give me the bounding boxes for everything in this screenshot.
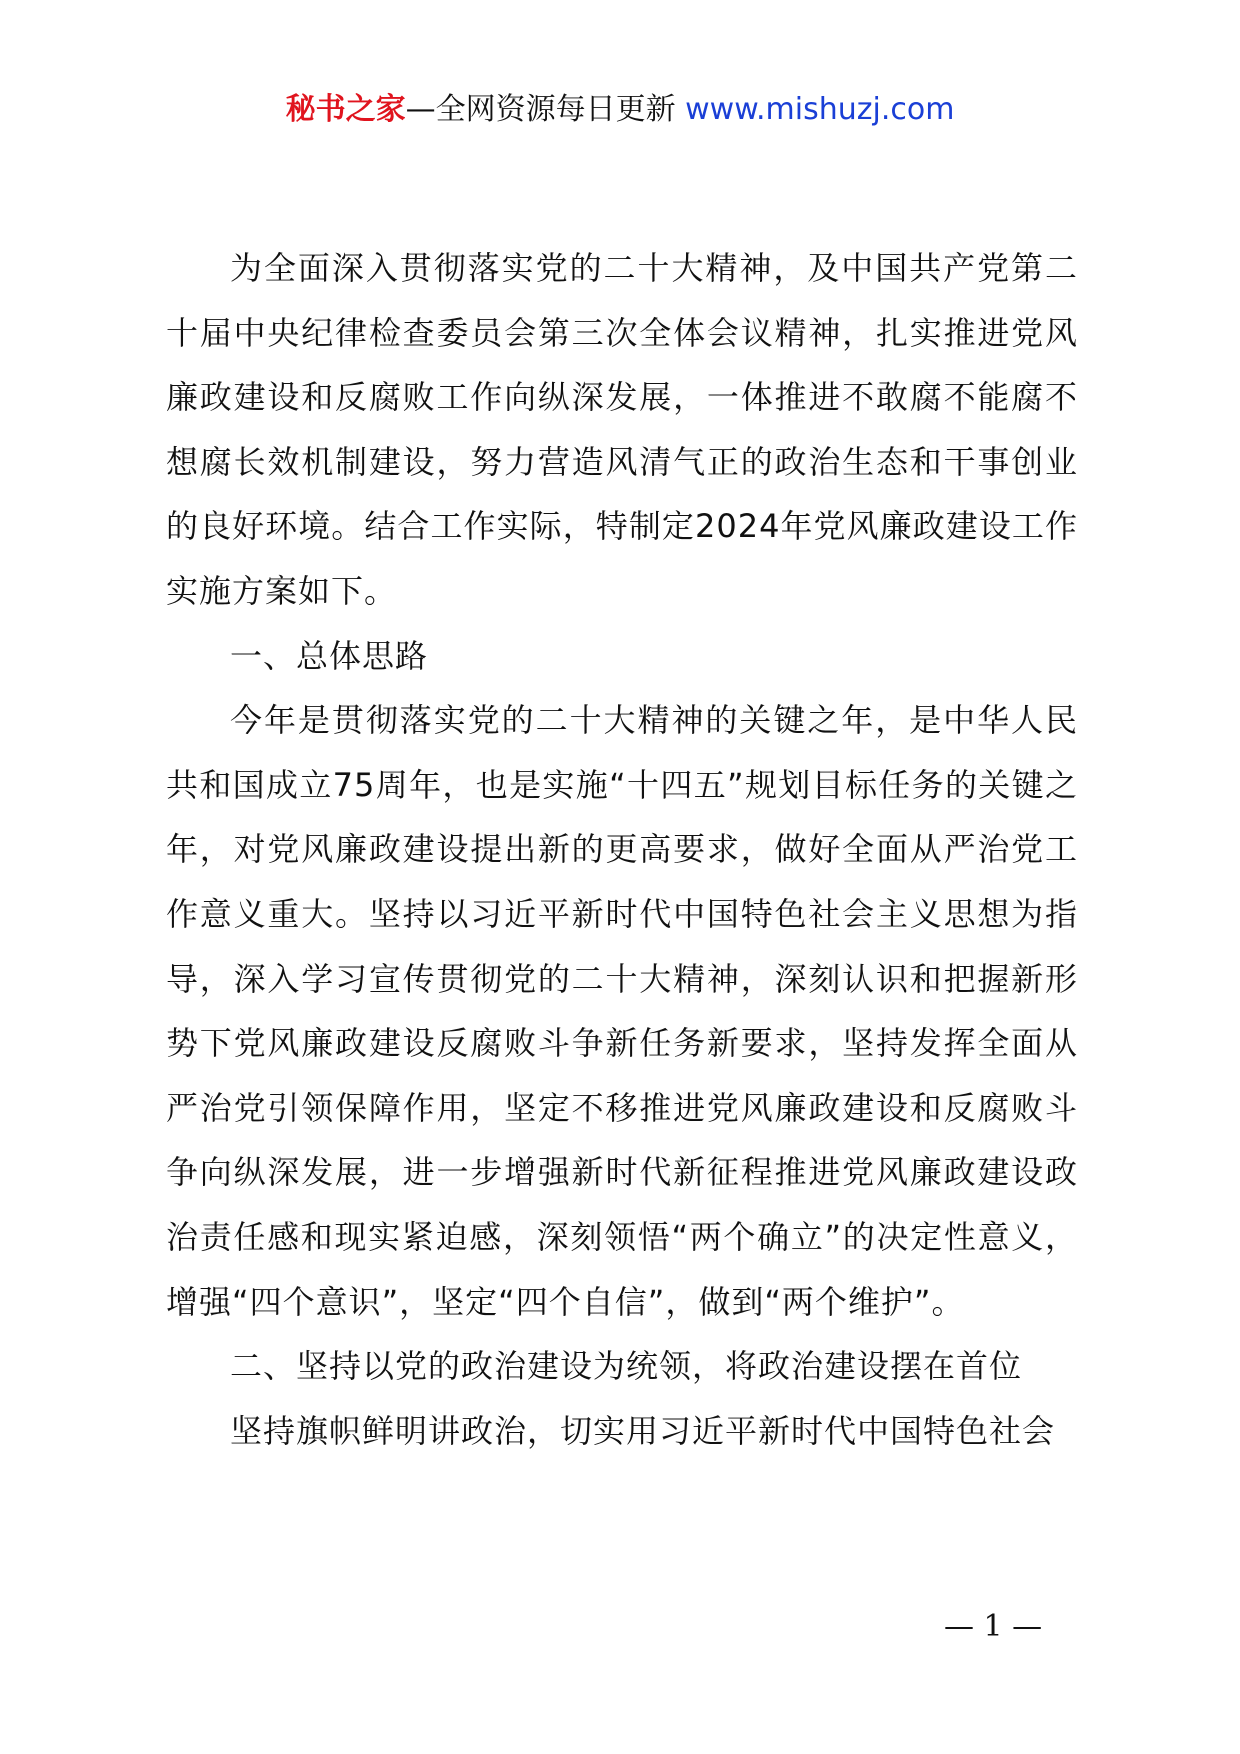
- overall-approach-paragraph: 今年是贯彻落实党的二十大精神的关键之年，是中华人民共和国成立75周年，也是实施“十四五”规划目标任务的关键之年，对党风廉政建设提出新的更高要求，做好全面从严治党工作意义重大。坚持以习近平新时代中国特色社会主义思想为指导，深入学习宣传贯彻党的二十大精神，深刻认识和把握新形势下党风廉政建设反腐败斗争新任务新要求，坚持发挥全面从严治党引领保障作用，坚定不移推进党风廉政建设和反腐败斗争向纵深发展，进一步增强新时代新征程推进党风廉政建设政治责任感和现实紧迫感，深刻领悟“两个确立”的决定性意义，增强“四个意识”，坚定“四个自信”，做到“两个维护”。: [166, 701, 1078, 1321]
- site-url-link[interactable]: www.mishuzj.com: [685, 92, 955, 127]
- site-brand: 秘书之家: [285, 92, 406, 127]
- site-header: [0, 88, 1240, 132]
- document-body: [166, 236, 1078, 1463]
- page-number: — 1 —: [944, 1609, 1043, 1644]
- site-tagline: —全网资源每日更新: [405, 92, 676, 127]
- section-heading-political-building: 二、坚持以党的政治建设为统领，将政治建设摆在首位: [230, 1347, 1023, 1386]
- political-building-paragraph: 坚持旗帜鲜明讲政治，切实用习近平新时代中国特色社会: [230, 1411, 1056, 1450]
- section-heading-overall-approach: 一、总体思路: [230, 636, 429, 675]
- intro-paragraph: 为全面深入贯彻落实党的二十大精神，及中国共产党第二十届中央纪律检查委员会第三次全体会议精神，扎实推进党风廉政建设和反腐败工作向纵深发展，一体推进不敢腐不能腐不想腐长效机制建设，努力营造风清气正的政治生态和干事创业的良好环境。结合工作实际，特制定2024年党风廉政建设工作实施方案如下。: [166, 249, 1078, 610]
